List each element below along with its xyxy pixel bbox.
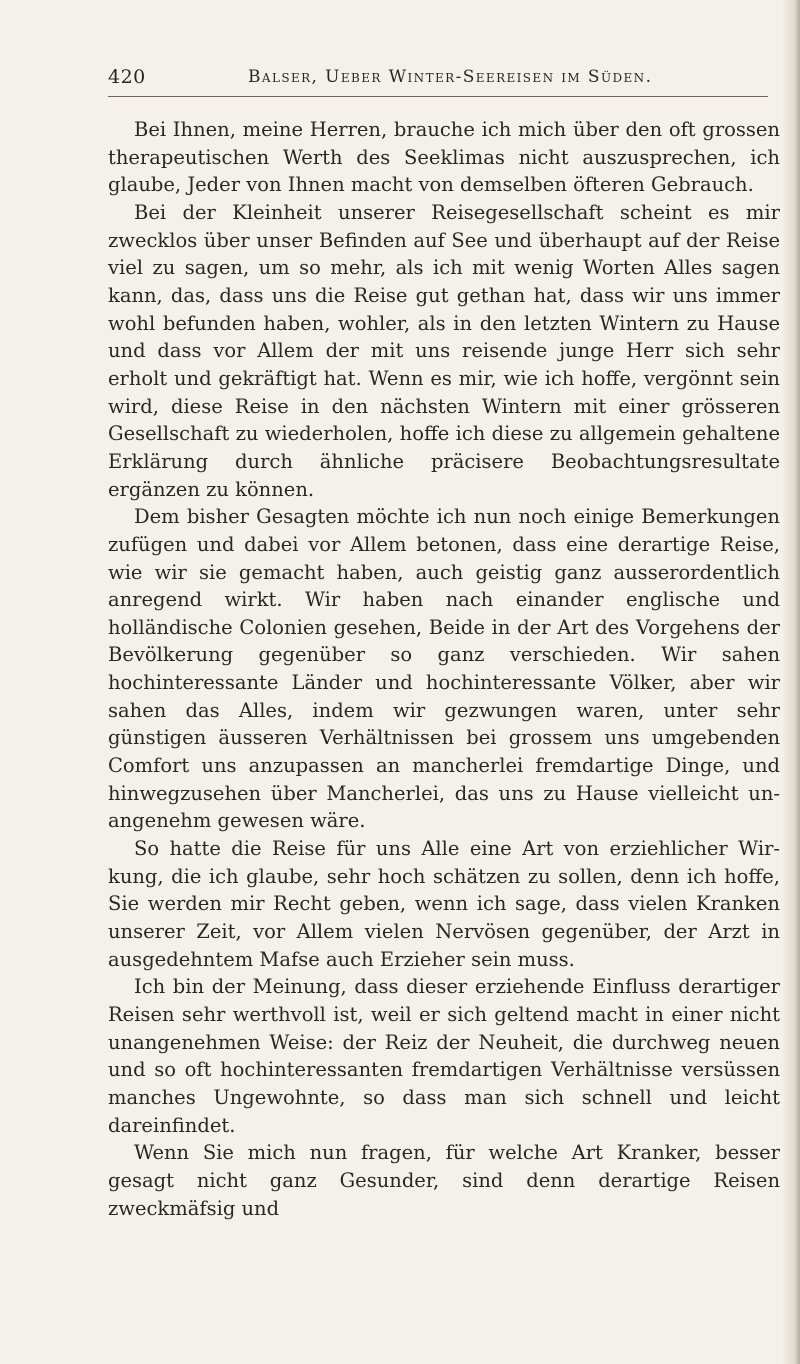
- paragraph-1: Bei Ihnen, meine Herren, brauche ich mich über den oft grossen therapeutischen Werth des Seeklimas nicht auszusprechen, ich glaube, Jeder von Ihnen macht von demselben öfteren Gebrauch.: [108, 118, 780, 197]
- paragraph-3: Dem bisher Gesagten möchte ich nun noch einige Bemerkungen zufügen und dabei vor Allem betonen, dass eine derartige Reise, wie wir sie gemacht haben, auch geistig ganz ausserordentlich anregend wirkt. Wir haben nach einander englische und holländische Colonien gesehen, Beide in der Art des Vorgehens der Bevölkerung gegenüber so ganz verschieden. Wir sahen hochinteressante Länder und hochinteressante Völker, aber wir sahen das Alles, indem wir gezwungen waren, unter sehr günstigen äusseren Verhältnissen bei grossem uns umgebenden Comfort uns anzupassen an mancherlei fremdartige Dinge, und hinwegzusehen über Mancherlei, das uns zu Hause vielleicht unangenehm gewesen wäre.: [108, 505, 780, 833]
- paragraph-5: Ich bin der Meinung, dass dieser erziehende Einfluss derartiger Reisen sehr werthvoll ist, weil er sich geltend macht in einer nicht unangenehmen Weise: der Reiz der Neuheit, die durchweg neuen und so oft hochinteressanten fremdartigen Verhältnisse versüssen manches Ungewohnte, so dass man sich schnell und leicht dareinfindet.: [108, 975, 780, 1137]
- page-header: [108, 66, 780, 106]
- page-edge-shadow: [782, 0, 800, 1364]
- body-text: [108, 116, 780, 1222]
- paragraph-6: Wenn Sie mich nun fragen, für welche Art Kranker, besser gesagt nicht ganz Gesunder, sind denn derartige Reisen zweckmäfsig und: [108, 1141, 780, 1220]
- running-title: Balser, Ueber Winter-Seereisen im Süden.: [248, 67, 653, 87]
- page-number: 420: [108, 66, 146, 88]
- paragraph-4: So hatte die Reise für uns Alle eine Art von erziehlicher Wirkung, die ich glaube, sehr hoch schätzen zu sollen, denn ich hoffe, Sie werden mir Recht geben, wenn ich sage, dass vielen Kranken unserer Zeit, vor Allem vielen Nervösen gegenüber, der Arzt in ausgedehntem Mafse auch Erzieher sein muss.: [108, 837, 780, 971]
- header-rule: [108, 96, 768, 97]
- paragraph-2: Bei der Kleinheit unserer Reisegesellschaft scheint es mir zwecklos über unser Befinden auf See und überhaupt auf der Reise viel zu sagen, um so mehr, als ich mit wenig Worten Alles sagen kann, das, dass uns die Reise gut gethan hat, dass wir uns immer wohl befunden haben, wohler, als in den letzten Wintern zu Hause und dass vor Allem der mit uns reisende junge Herr sich sehr erholt und gekräftigt hat. Wenn es mir, wie ich hoffe, vergönnt sein wird, diese Reise in den nächsten Wintern mit einer grösseren Gesellschaft zu wiederholen, hoffe ich diese zu allgemein gehaltene Erklärung durch ähnliche präcisere Beobachtungsresultate ergänzen zu können.: [108, 200, 780, 501]
